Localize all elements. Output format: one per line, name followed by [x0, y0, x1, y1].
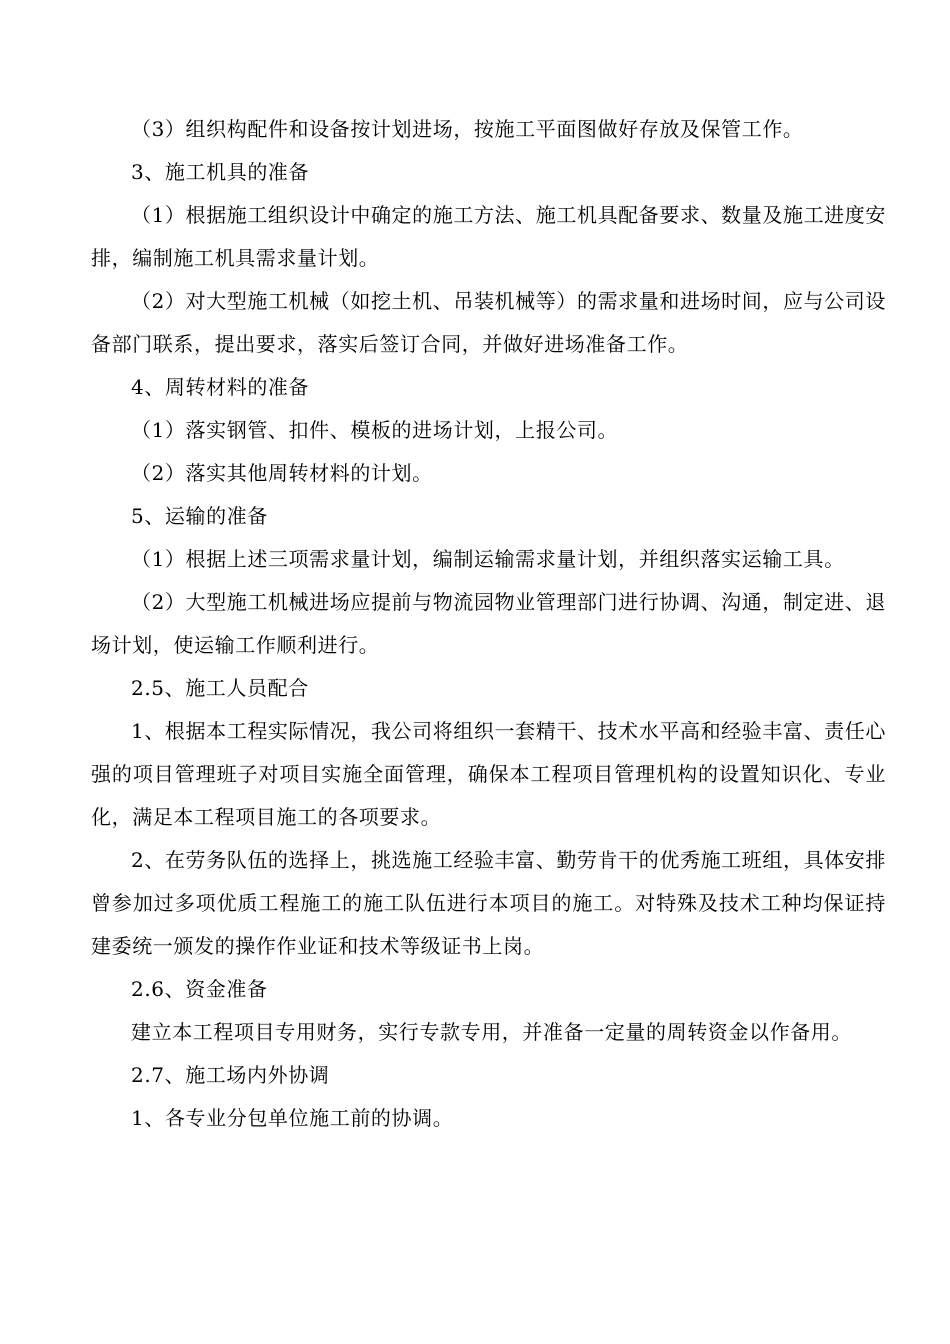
section-heading-transport: 5、运输的准备	[131, 504, 268, 528]
paragraph-coordination-1: 1、各专业分包单位施工前的协调。	[131, 1106, 454, 1130]
paragraph-personnel-1: 1、根据本工程实际情况，我公司将组织一套精干、技术水平高和经验丰富、责任心强的项目管理班子对项目实施全面管理，确保本工程项目管理机构的设置知识化、专业化，满足本工程项目施工的各项要求。	[91, 719, 886, 829]
section-heading-turnover-materials: 4、周转材料的准备	[131, 375, 310, 399]
paragraph-personnel-2: 2、在劳务队伍的选择上，挑选施工经验丰富、勤劳肯干的优秀施工班组，具体安排曾参加过多项优质工程施工的施工队伍进行本项目的施工。对特殊及技术工种均保证持建委统一颁发的操作作业证和技术等级证书上岗。	[91, 848, 886, 958]
paragraph-machinery-2: （2）对大型施工机械（如挖土机、吊装机械等）的需求量和进场时间，应与公司设备部门联系，提出要求，落实后签订合同，并做好进场准备工作。	[91, 289, 886, 356]
paragraph-turnover-2: （2）落实其他周转材料的计划。	[131, 461, 433, 485]
section-heading-coordination: 2.7、施工场内外协调	[131, 1063, 330, 1087]
document-body	[91, 108, 886, 1140]
paragraph-item-3-install: （3）组织构配件和设备按计划进场，按施工平面图做好存放及保管工作。	[131, 117, 804, 141]
section-heading-machinery: 3、施工机具的准备	[131, 160, 310, 184]
paragraph-machinery-1: （1）根据施工组织设计中确定的施工方法、施工机具配备要求、数量及施工进度安排，编制施工机具需求量计划。	[91, 203, 886, 270]
paragraph-funds: 建立本工程项目专用财务，实行专款专用，并准备一定量的周转资金以作备用。	[131, 1020, 852, 1044]
paragraph-turnover-1: （1）落实钢管、扣件、模板的进场计划，上报公司。	[131, 418, 619, 442]
section-heading-funds: 2.6、资金准备	[131, 977, 268, 1001]
paragraph-transport-1: （1）根据上述三项需求量计划，编制运输需求量计划，并组织落实运输工具。	[131, 547, 845, 571]
section-heading-personnel: 2.5、施工人员配合	[131, 676, 309, 700]
paragraph-transport-2: （2）大型施工机械进场应提前与物流园物业管理部门进行协调、沟通，制定进、退场计划，使运输工作顺利进行。	[91, 590, 886, 657]
